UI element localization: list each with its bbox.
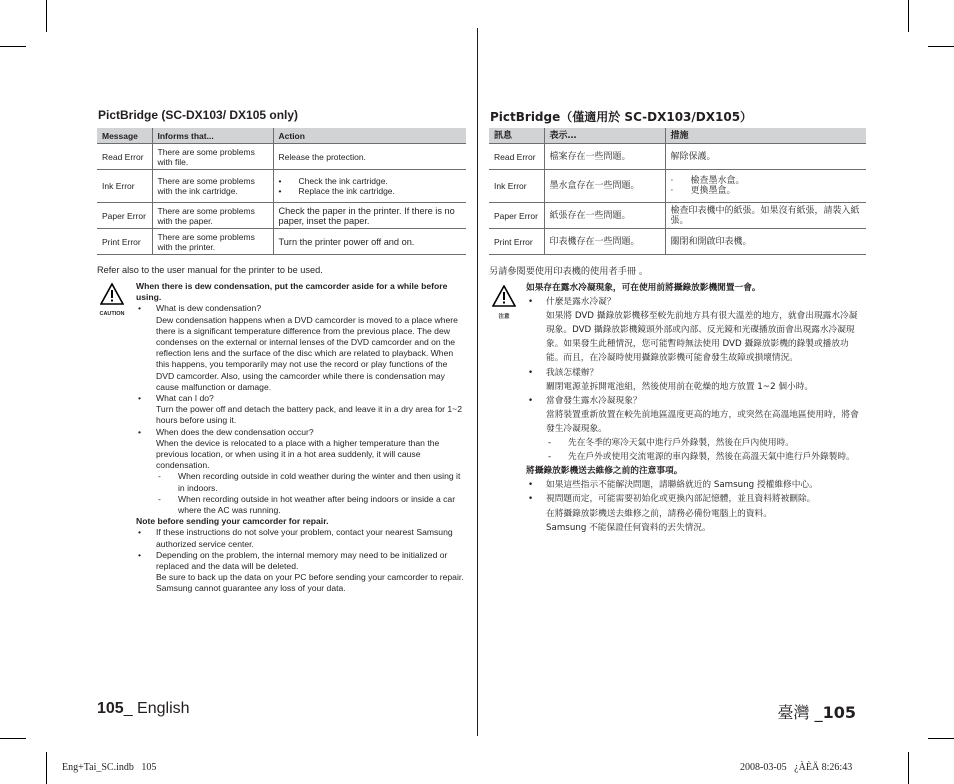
left-refer-note: Refer also to the user manual for the printer to be used. xyxy=(97,265,323,275)
right-caution-block xyxy=(487,285,521,320)
cell-message: Read Error xyxy=(489,144,544,170)
list-item: 在將攝錄放影機送去維修之前，請務必備份電腦上的資料。 xyxy=(546,508,772,519)
cell-informs: There are some problems with the paper. xyxy=(152,203,273,229)
list-item: • If these instructions do not solve your problem, contact your nearest Samsung authorized service center. xyxy=(138,527,453,549)
cell-action xyxy=(665,170,866,203)
list-item: Samsung cannot guarantee any loss of your data. xyxy=(156,583,346,594)
footer-timestamp: 2008-03-05 ¿ÀÈÄ 8:26:43 xyxy=(740,762,853,773)
action-item: • Replace the ink cartridge. xyxy=(278,186,395,196)
cell-message: Ink Error xyxy=(489,170,544,203)
sub-list-item: - 先在冬季的寒冷天氣中進行戶外錄製，然後在戶內使用時。 xyxy=(548,438,794,449)
right-refer-note: 另請參閱要使用印表機的使用者手冊 。 xyxy=(489,266,649,277)
crop-mark xyxy=(0,738,26,739)
action-item: · 更換墨盒。 xyxy=(670,186,736,196)
cell-message: Print Error xyxy=(97,229,152,255)
list-item: • What can I do? xyxy=(138,393,214,404)
cell-message: Paper Error xyxy=(489,203,544,229)
list-item: Samsung 不能保證任何資料的丟失情況。 xyxy=(546,522,711,533)
list-item: 如果將 DVD 攝錄放影機移至較先前地方具有很大溫差的地方，就會出現露水冷凝現象。DVD 攝錄放影機鏡頭外部或內部、反光鏡和光碟播放面會出現露水冷凝現象。如果發生此種情況，您可能暫時無法使用 DVD 攝錄放影機的錄製或播放功能。而且，在冷凝時使用攝錄放影機可能會發生故障或損壞情況。 xyxy=(546,311,858,364)
list-item: Turn the power off and detach the battery pack, and leave it in a dry area for 1~2 hours before using it. xyxy=(156,404,462,426)
cell-action: Turn the printer power off and on. xyxy=(273,229,466,255)
cell-action: 檢查印表機中的紙張。如果沒有紙張，請裝入紙張。 xyxy=(665,203,866,229)
table-row xyxy=(489,229,866,255)
action-item: • Check the ink cartridge. xyxy=(278,176,388,186)
left-page-number: 105_ English xyxy=(97,700,190,717)
cell-action xyxy=(273,170,466,203)
footer-file-slug: Eng+Tai_SC.indb 105 xyxy=(62,762,157,773)
cell-informs: There are some problems with the ink cartridge. xyxy=(152,170,273,203)
list-item: • 什麼是露水冷凝？ xyxy=(528,297,616,308)
repair-note-heading: 將攝錄放影機送去維修之前的注意事項。 xyxy=(526,466,683,477)
left-caution-block xyxy=(95,283,129,317)
cell-message: Print Error xyxy=(489,229,544,255)
center-fold-line xyxy=(477,28,478,736)
crop-mark xyxy=(0,46,26,47)
cell-message: Read Error xyxy=(97,144,152,170)
crop-mark xyxy=(908,752,909,784)
caution-icon xyxy=(100,283,124,305)
list-item: Dew condensation happens when a DVD camcorder is moved to a place where there is a significant temperature difference from the previous place. The dew condenses on the external or internal lenses of the DVD camcorder and on the reflection lens and the surface of the disc which are related to playback. When this happens, you temporarily may not use the record or play functions of the DVD camcorder. Also, using the camcorder while there is condensation may cause malfunction or damage. xyxy=(156,314,458,392)
table-row xyxy=(97,229,466,255)
table-row xyxy=(489,170,866,203)
dew-heading: 如果存在露水冷凝現象，可在使用前將攝錄放影機閒置一會。 xyxy=(526,283,761,293)
list-item: • 如果這些指示不能解決問題，請聯絡就近的 Samsung 授權維修中心。 xyxy=(528,480,818,491)
crop-mark xyxy=(46,0,47,32)
list-item: • 視問題而定，可能需要初始化或更換內部記憶體，並且資料將被刪除。 xyxy=(528,494,816,505)
cell-message: Ink Error xyxy=(97,170,152,203)
list-item: Be sure to back up the data on your PC before sending your camcorder to repair. xyxy=(156,572,464,583)
header-informs: 表示… xyxy=(544,128,665,144)
dew-heading: When there is dew condensation, put the camcorder aside for a while before using. xyxy=(136,281,448,303)
cell-informs: 檔案存在一些問題。 xyxy=(544,144,665,170)
list-item: 當將裝置重新放置在較先前地區溫度更高的地方，或突然在高溫地區使用時，將會發生冷凝現象。 xyxy=(546,409,859,434)
cell-action: 關閉和開啟印表機。 xyxy=(665,229,866,255)
table-row xyxy=(97,203,466,229)
crop-mark xyxy=(928,738,954,739)
list-item: • What is dew condensation? xyxy=(138,303,262,314)
right-notes xyxy=(526,281,862,535)
caution-icon xyxy=(492,285,516,307)
cell-informs: There are some problems with file. xyxy=(152,144,273,170)
table-row xyxy=(97,170,466,203)
caution-label: 注意 xyxy=(498,314,510,320)
sub-list-item: - When recording outside in hot weather after being indoors or inside a car where the AC was running. xyxy=(158,493,456,516)
table-row xyxy=(97,144,466,170)
cell-action: 解除保護。 xyxy=(665,144,866,170)
cell-informs: 紙張存在一些問題。 xyxy=(544,203,665,229)
cell-informs: 墨水盒存在一些問題。 xyxy=(544,170,665,203)
header-informs: Informs that... xyxy=(152,128,273,144)
crop-mark xyxy=(46,752,47,784)
header-message: Message xyxy=(97,128,152,144)
left-error-table xyxy=(97,128,466,255)
table-row xyxy=(489,203,866,229)
list-item: • When does the dew condensation occur? xyxy=(138,426,314,437)
left-section-title: PictBridge (SC-DX103/ DX105 only) xyxy=(98,108,299,122)
repair-note-heading: Note before sending your camcorder for repair. xyxy=(136,516,329,527)
table-header-row xyxy=(489,128,866,144)
cell-informs: 印表機存在一些問題。 xyxy=(544,229,665,255)
table-header-row xyxy=(97,128,466,144)
right-section-title: PictBridge（僅適用於 SC-DX103/DX105） xyxy=(490,110,753,124)
header-action: Action xyxy=(273,128,466,144)
list-item: When the device is relocated to a place with a higher temperature than the previous location, or when using it in a hot area suddenly, it will cause condensation. xyxy=(156,437,440,471)
header-message: 訊息 xyxy=(489,128,544,144)
cell-action: Release the protection. xyxy=(273,144,466,170)
cell-action: Check the paper in the printer. If there is no paper, inset the paper. xyxy=(273,203,466,229)
list-item: • 我該怎樣辦？ xyxy=(528,367,599,378)
right-error-table xyxy=(489,128,866,255)
cell-informs: There are some problems with the printer. xyxy=(152,229,273,255)
table-row xyxy=(489,144,866,170)
caution-label: CAUTION xyxy=(99,311,125,317)
crop-mark xyxy=(928,46,954,47)
header-action: 措施 xyxy=(665,128,866,144)
list-item: • 當會發生露水冷凝現象？ xyxy=(528,395,642,406)
action-item: · 檢查墨水盒。 xyxy=(670,176,745,186)
sub-list-item: - 先在戶外或使用交流電源的車內錄製，然後在高溫天氣中進行戶外錄製時。 xyxy=(548,452,855,463)
right-page-number: 臺灣 _105 xyxy=(777,703,856,722)
sub-list-item: - When recording outside in cold weather during the winter and then using it in indoors. xyxy=(158,471,461,493)
left-notes xyxy=(136,281,466,595)
crop-mark xyxy=(908,0,909,32)
list-item: • Depending on the problem, the internal memory may need to be initialized or replaced and the data will be deleted. xyxy=(138,549,448,572)
list-item: 關閉電源並拆開電池組，然後使用前在乾燥的地方放置 1~2 個小時。 xyxy=(546,381,814,392)
cell-message: Paper Error xyxy=(97,203,152,229)
